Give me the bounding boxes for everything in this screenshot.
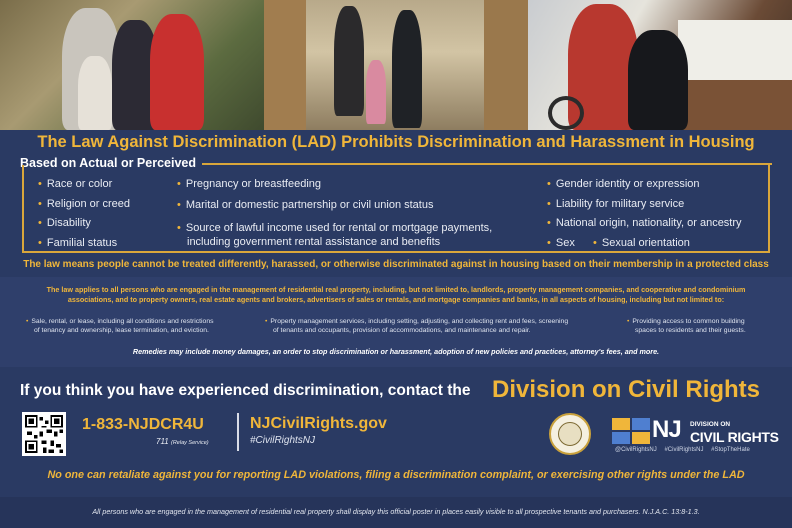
list-item: • Liability for military service <box>547 198 684 211</box>
list-item-continued: including government rental assistance and benefits <box>187 236 441 248</box>
phone-number[interactable]: 1-833-NJDCR4U <box>82 416 204 433</box>
website-link[interactable]: NJCivilRights.gov <box>250 415 387 432</box>
list-item: • Sexual orientation <box>593 237 690 250</box>
attorney-general-seal-icon <box>549 413 591 455</box>
list-item: • Religion or creed <box>38 198 130 211</box>
logo-civil-rights: CIVIL RIGHTS <box>690 429 779 445</box>
footer <box>0 497 792 528</box>
applies-item-common-spaces: • Providing access to common building spaces to residents and their guests. <box>627 318 746 334</box>
agency-name: Division on Civil Rights <box>492 376 761 403</box>
nj-dcr-logo-icon <box>612 418 652 444</box>
relay-service: 711 (Relay Service) <box>156 437 209 446</box>
list-item: • Marital or domestic partnership or civil union status <box>177 199 433 212</box>
list-item: • Race or color <box>38 178 112 191</box>
social-handles: @CivilRightsNJ #CivilRightsNJ #StopTheHate <box>615 447 750 453</box>
applies-item-management: • Property management services, including setting, adjusting, and collecting rent and fees, screening of tenants and occupants, provision of accommodations, and maintenance and repair. <box>265 318 569 334</box>
list-item: • Sex <box>547 237 575 250</box>
applies-text: The law applies to all persons who are engaged in the management of residential real property, including, but not limited to, landlords, property management companies, and cooperative and condominium associations, and to property owners, real estate agents and brokers, advertisers of sales or rentals, and mortgage companies and banks, in all aspects of housing, including but not limited to: <box>46 285 746 304</box>
list-item: • National origin, nationality, or ancestry <box>547 217 742 230</box>
list-item: • Disability <box>38 217 91 230</box>
contact-prompt: If you think you have experienced discrimination, contact the <box>20 382 471 399</box>
subtitle: Based on Actual or Perceived <box>20 156 196 170</box>
contact-divider <box>237 413 239 451</box>
no-retaliation-statement: No one can retaliate against you for reporting LAD violations, filing a discrimination complaint, or exercising other rights under the LAD <box>47 469 745 481</box>
logo-division: DIVISION ON <box>690 421 731 428</box>
footer-text: All persons who are engaged in the management of residential real property shall display this official poster in places easily visible to all prospective tenants and purchasers. N.J.A.C. 13:8-1.3. <box>92 507 700 516</box>
photo-strip <box>0 0 792 130</box>
law-means-statement: The law means people cannot be treated differently, harassed, or otherwise discriminated against in housing based on their membership in a protected class <box>23 259 769 270</box>
contact-row <box>20 376 780 406</box>
list-item: • Source of lawful income used for rental or mortgage payments, <box>177 222 492 235</box>
qr-code-icon[interactable] <box>22 412 66 456</box>
family-photo <box>0 0 264 130</box>
remedies-text: Remedies may include money damages, an order to stop discrimination or harassment, adoption of new policies and practices, attorney's fees, and more. <box>132 347 660 356</box>
page-title: The Law Against Discrimination (LAD) Prohibits Discrimination and Harassment in Housing <box>37 133 755 151</box>
hallway-photo <box>264 0 528 130</box>
list-item: • Gender identity or expression <box>547 178 700 191</box>
logo-nj: NJ <box>652 416 681 443</box>
list-item: • Familial status <box>38 237 117 250</box>
hashtag: #CivilRightsNJ <box>250 435 316 446</box>
applies-item-sale: • Sale, rental, or lease, including all conditions and restrictions of tenancy and ownership, lease termination, and eviction. <box>26 318 214 334</box>
applies-section <box>0 277 792 367</box>
list-item: • Pregnancy or breastfeeding <box>177 178 321 191</box>
wheelchair-photo <box>528 0 792 130</box>
